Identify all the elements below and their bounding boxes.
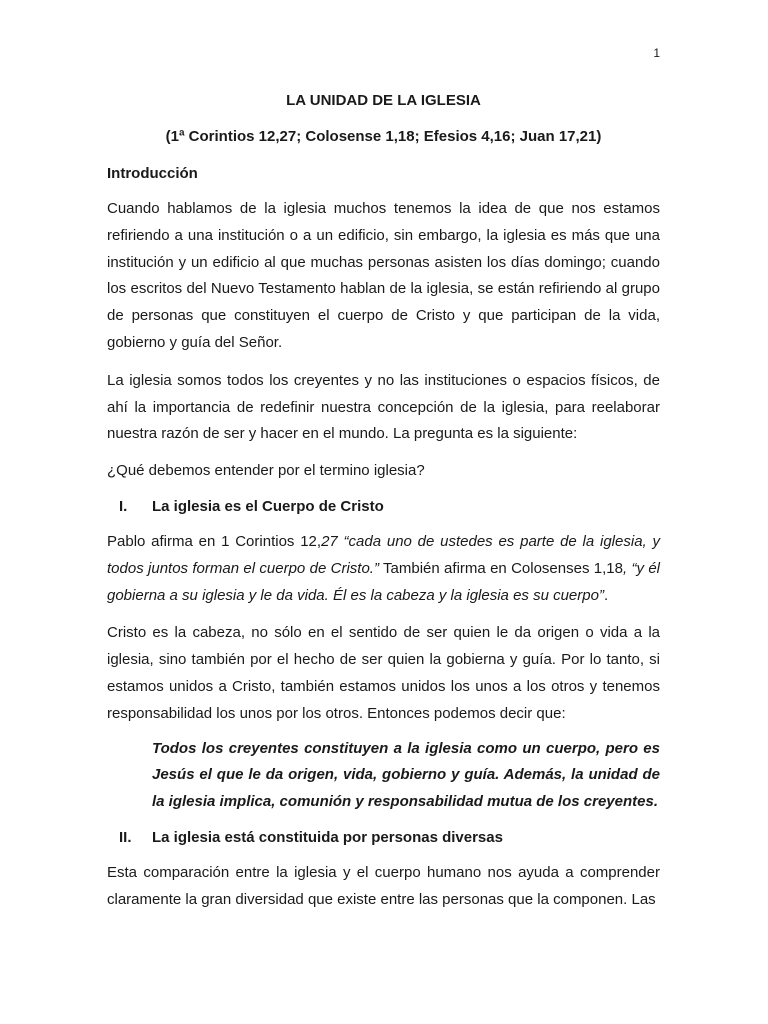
section-2-heading	[107, 827, 660, 849]
section-1-paragraph-2: Cristo es la cabeza, no sólo en el sentido de ser quien le da origen o vida a la iglesia, sino también por el hecho de ser quien la gobierna y guía. Por lo tanto, si estamos unidos a Cristo, también estamos unidos los unos a los otros y tenemos responsabilidad los unos por los otros. Entonces podemos decir que:	[107, 624, 660, 722]
intro-heading: Introducción	[107, 165, 198, 182]
section-1-heading	[107, 496, 660, 518]
section-2-number: II.	[119, 828, 132, 846]
bible-references: (1ª Corintios 12,27; Colosense 1,18; Efesios 4,16; Juan 17,21)	[165, 128, 602, 145]
section-1-title: La iglesia es el Cuerpo de Cristo	[152, 497, 384, 515]
section-1-paragraph-1	[107, 529, 660, 609]
s1-p1-text-e: .	[603, 586, 609, 604]
question-line: ¿Qué debemos entender por el termino iglesia?	[107, 462, 425, 480]
document-title: LA UNIDAD DE LA IGLESIA	[286, 92, 481, 109]
page-number: 1	[653, 46, 660, 60]
s1-p1-text-a: Pablo afirma en 1 Corintios 12,	[107, 532, 322, 550]
section-1-number: I.	[119, 497, 128, 515]
document-body	[107, 90, 660, 914]
intro-paragraph-1: Cuando hablamos de la iglesia muchos tenemos la idea de que nos estamos refiriendo a una institución o a un edificio, sin embargo, la iglesia es más que una institución y un edificio al que muchas personas asisten los días domingo; cuando los escritos del Nuevo Testamento hablan de la iglesia, se están refiriendo al grupo de personas que constituyen el cuerpo de Cristo y que participan de la vida, gobierno y guía del Señor.	[107, 200, 660, 351]
section-1-emphasis-block: Todos los creyentes constituyen a la iglesia como un cuerpo, pero es Jesús el que le da origen, vida, gobierno y guía. Además, la unidad de la iglesia implica, comunión y responsabilidad mutua de los creyentes.	[152, 739, 660, 811]
section-2-paragraph-1: Esta comparación entre la iglesia y el cuerpo humano nos ayuda a comprender claramente la gran diversidad que existe entre las personas que la componen. Las	[107, 863, 660, 908]
intro-paragraph-2: La iglesia somos todos los creyentes y no las instituciones o espacios físicos, de ahí la importancia de redefinir nuestra concepción de la iglesia, para reelaborar nuestra razón de ser y hacer en el mundo. La pregunta es la siguiente:	[107, 371, 660, 443]
s1-p1-quote-colosenses: , “y él gobierna a su iglesia y le da vida. Él es la cabeza y la iglesia es su cuerpo”	[107, 559, 661, 604]
s1-p1-quote-corintios: 27 “cada uno de ustedes es parte de la iglesia, y todos juntos forman el cuerpo de Cristo.”	[107, 532, 660, 577]
s1-p1-text-c: También afirma en Colosenses 1,18	[378, 559, 623, 577]
section-2-title: La iglesia está constituida por personas diversas	[152, 828, 503, 846]
